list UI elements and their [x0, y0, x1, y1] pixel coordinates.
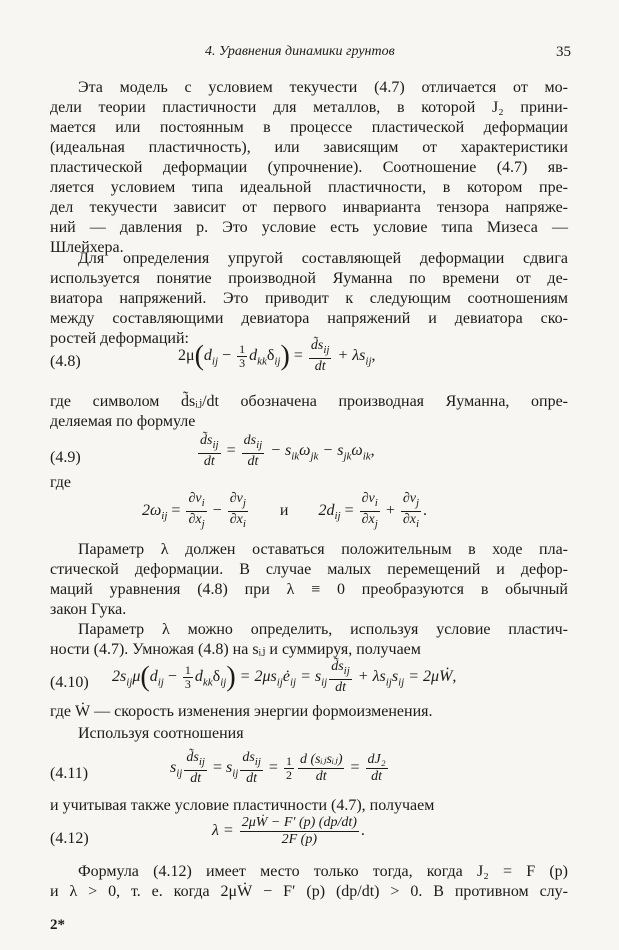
frac-den: $\partial x_j$	[188, 511, 205, 530]
eq-term: 2μ	[178, 347, 195, 365]
frac-num: 1	[184, 662, 191, 677]
fraction-lambda	[240, 815, 359, 848]
text-line: Для определения упругой составляющей деформации сдвига	[78, 250, 568, 267]
frac-num: dJ₂	[367, 751, 386, 767]
eq-sub: ik	[291, 450, 300, 463]
eq-sub: ij	[398, 676, 405, 689]
frac-num: 1	[285, 753, 292, 768]
where-word: где	[50, 474, 72, 491]
eq-op: =	[208, 759, 226, 777]
eq-term: 2d	[318, 501, 335, 519]
eq-sub: kk	[202, 676, 213, 689]
section-title: 4. Уравнения динамики грунтов	[205, 44, 395, 59]
text-line: где Ẇ — скорость изменения энергии формоизменения.	[50, 703, 433, 720]
frac-den: 3	[184, 676, 191, 691]
paragraph-4	[50, 540, 568, 620]
frac-den: 2F (p)	[281, 832, 318, 847]
frac-den: dt	[203, 453, 215, 469]
eq-term: d̃s	[310, 338, 324, 353]
eq-sub: ij	[220, 676, 227, 689]
fraction-half	[284, 755, 294, 782]
text-line: пластической деформации (упрочнение). Соотношение (4.7) яв-	[50, 159, 568, 176]
eq-term: − s	[266, 442, 292, 460]
eq-term: ∂v	[188, 491, 202, 506]
text-line: ростей деформаций:	[50, 330, 189, 347]
frac-num	[309, 338, 332, 359]
frac-den: dt	[315, 768, 327, 784]
frac-num	[329, 659, 352, 680]
frac-den: $\partial x_i$	[402, 511, 420, 530]
equation-label-4-11: (4.11)	[50, 765, 89, 782]
eq-term: = 2μs	[235, 668, 277, 686]
frac-den: dt	[247, 453, 259, 469]
fraction-derivative	[240, 750, 263, 787]
eq-term: ∂v	[402, 491, 416, 506]
equation-4-10	[112, 659, 456, 696]
eq-sub: ik	[362, 450, 371, 463]
eq-op: −	[163, 668, 181, 686]
eq-term: d	[194, 668, 203, 686]
frac-den: 2	[285, 767, 292, 782]
text-line: используется понятие производной Яуманна по времени от де-	[50, 270, 568, 287]
eq-term: ∂x	[361, 511, 375, 527]
text-line: деляемая по формуле	[50, 413, 196, 430]
eq-sub: ij	[334, 510, 341, 523]
frac-num: 1	[239, 341, 246, 356]
paragraph-9	[50, 862, 568, 902]
text-line: ний — давления p. Это условие есть условие типа Мизеса —	[50, 219, 568, 236]
paren: )	[280, 340, 290, 372]
text-line: и учитывая также условие пластичности (4.7), получаем	[50, 797, 435, 814]
eq-op: =	[340, 501, 358, 519]
eq-term: ė	[282, 668, 290, 686]
eq-term: λ =	[212, 822, 238, 840]
eq-sub: jk	[310, 450, 319, 463]
paragraph-1	[50, 78, 568, 258]
fraction-partial	[401, 491, 421, 532]
eq-op: =	[222, 442, 240, 460]
fraction-partial	[186, 491, 206, 532]
frac-num: $\partial v_i$	[186, 491, 206, 512]
frac-num: $\partial v_j$	[401, 491, 421, 512]
frac-den: dt	[246, 770, 258, 786]
eq-sub: ij	[254, 755, 261, 768]
eq-sub: ij	[365, 355, 372, 368]
equation-4-11	[170, 750, 390, 787]
text-line: Формула (4.12) имеет место только тогда, когда J₂ = F (p)	[78, 863, 568, 880]
eq-sub: ij	[289, 676, 297, 689]
eq-term: d	[149, 668, 158, 686]
equation-label-4-12: (4.12)	[50, 830, 89, 847]
fraction-dj2	[366, 752, 388, 785]
fraction-jaumann	[309, 338, 332, 375]
frac-den: dt	[190, 770, 202, 786]
eq-term: − s	[318, 442, 344, 460]
eq-term: = s	[296, 668, 322, 686]
equation-omega-d	[142, 491, 427, 532]
equation-label-4-8: (4.8)	[50, 353, 81, 370]
eq-term: 2s	[112, 668, 127, 686]
eq-op: +	[381, 501, 399, 519]
frac-num	[184, 750, 207, 771]
eq-term: ω	[351, 442, 363, 460]
fraction-partial	[228, 491, 248, 532]
eq-sub: ij	[343, 664, 350, 677]
eq-op: =	[289, 347, 307, 365]
text-line: Используя соотношения	[78, 725, 244, 742]
eq-sub: ij	[274, 355, 281, 368]
eq-term: ds	[242, 750, 255, 765]
frac-den: $\partial x_j$	[361, 511, 378, 530]
eq-sub: ij	[385, 676, 392, 689]
text-line: Шлейхера.	[50, 239, 124, 256]
fraction-derivative	[242, 433, 265, 470]
eq-sub: ij	[323, 343, 330, 356]
eq-sub: ij	[256, 438, 263, 451]
frac-den: $\partial x_i$	[229, 511, 246, 530]
eq-term: δ	[266, 347, 275, 365]
eq-term: ∂v	[361, 491, 375, 506]
eq-op: =	[346, 759, 364, 777]
eq-term: ds	[243, 433, 257, 448]
fraction-jaumann	[198, 433, 221, 470]
eq-sub: ij	[161, 510, 168, 523]
frac-den: dt	[371, 768, 382, 784]
eq-sub: ij	[126, 676, 133, 689]
paragraph-6	[50, 702, 568, 722]
eq-sub: ij	[176, 767, 183, 780]
text-line: мается или постоянным в процессе пластической деформации	[50, 119, 568, 136]
eq-op: =	[264, 759, 282, 777]
text-line: между составляющими девиатора напряжений и девиатора ско-	[50, 310, 568, 327]
frac-num: $\partial v_j$	[228, 491, 248, 512]
eq-punct: .	[360, 822, 365, 840]
text-line: маций уравнения (4.8) при λ ≡ 0 преобразуются в обычный	[50, 581, 568, 598]
frac-num	[198, 433, 221, 454]
paren: )	[226, 661, 236, 693]
eq-op: −	[218, 347, 236, 365]
text-line: и λ > 0, т. е. когда 2μẆ − F′ (p) (dp/dt) > 0. В противном слу-	[50, 883, 568, 900]
eq-term: δ	[212, 668, 221, 686]
paragraph-7	[50, 724, 568, 744]
fraction-partial	[360, 491, 380, 532]
eq-term: + λs	[353, 668, 386, 686]
equation-4-9	[196, 433, 375, 470]
fraction-jaumann	[184, 750, 207, 787]
eq-term: ω	[299, 442, 311, 460]
frac-num	[242, 433, 265, 454]
paren: (	[194, 340, 204, 372]
text-line: ности (4.7). Умножая (4.8) на sᵢⱼ и суммируя, получаем	[50, 641, 421, 658]
eq-term: + λs	[333, 347, 366, 365]
eq-term: μ	[132, 668, 141, 686]
eq-word: и	[279, 501, 289, 519]
text-line: где символом d̃sᵢⱼ/dt обозначена производная Яуманна, опре-	[50, 393, 568, 410]
eq-term: d̃s	[186, 750, 199, 765]
eq-sub: jk	[343, 450, 352, 463]
eq-op: =	[167, 501, 185, 519]
text-line: ляется условием типа идеальной пластичности, в котором пре-	[50, 179, 568, 196]
text-line: Параметр λ должен оставаться положительным в ходе пла-	[78, 541, 568, 558]
eq-sub: ij	[157, 676, 164, 689]
page-number: 35	[556, 44, 571, 60]
eq-term: ∂x	[188, 511, 202, 527]
equation-label-4-10: (4.10)	[50, 674, 89, 691]
eq-punct: .	[423, 501, 428, 519]
paragraph-8	[50, 796, 568, 816]
eq-term: d	[249, 347, 258, 365]
eq-sub: ij	[198, 755, 205, 768]
frac-num: d (sᵢⱼsᵢⱼ)	[299, 751, 343, 767]
text-line: дел текучести зависит от первого инварианта тензора напряже-	[50, 199, 568, 216]
eq-term: s	[225, 759, 233, 777]
text-line: дели теории пластичности для металлов, в которой J₂ прини-	[50, 99, 568, 116]
eq-term: d̃s	[331, 659, 344, 674]
eq-term: ∂x	[229, 511, 243, 527]
text-line: Параметр λ можно определить, используя условие пластич-	[78, 621, 568, 638]
text-line: виатора напряжений. Это приводит к следующим соотношениям	[50, 290, 568, 307]
text-line: стической деформации. В случае малых перемещений и дефор-	[50, 561, 568, 578]
eq-term: s	[170, 759, 177, 777]
eq-sub: ij	[232, 767, 239, 780]
equation-4-12	[212, 815, 365, 848]
eq-term: d̃s	[200, 433, 213, 448]
fraction-one-third	[183, 664, 193, 691]
equation-label-4-9: (4.9)	[50, 449, 81, 466]
eq-sub: ij	[211, 355, 219, 368]
paragraph-2	[50, 249, 568, 349]
frac-num: $\partial v_i$	[360, 491, 380, 512]
frac-num	[240, 750, 263, 771]
eq-sub: ij	[212, 438, 219, 451]
eq-term: s	[391, 668, 399, 686]
eq-term: = 2μẆ,	[404, 668, 457, 686]
fraction-jaumann	[329, 659, 352, 696]
fraction-one-third	[237, 343, 247, 370]
eq-term: d	[203, 347, 212, 365]
eq-term: ∂v	[229, 491, 243, 506]
text-line: закон Гука.	[50, 601, 127, 618]
fraction-square	[298, 752, 345, 785]
eq-punct: ,	[370, 442, 375, 460]
frac-num: 2μẆ − F′ (p) (dp/dt)	[241, 815, 357, 830]
eq-term: 2ω	[142, 501, 162, 519]
eq-sub: kk	[257, 355, 267, 368]
signature-mark: 2*	[50, 917, 65, 933]
frac-den: 3	[239, 355, 246, 370]
paragraph-5	[50, 620, 568, 660]
text-line: (идеальная пластичность), или зависящим от характеристики	[50, 139, 568, 156]
eq-punct: ,	[371, 347, 376, 365]
paragraph-3	[50, 392, 568, 432]
running-header	[0, 44, 619, 64]
eq-term: ∂x	[402, 511, 416, 527]
frac-den: dt	[335, 679, 346, 695]
eq-op: −	[208, 501, 226, 519]
paren: (	[140, 661, 150, 693]
frac-den: dt	[314, 358, 326, 374]
eq-sub: ij	[276, 676, 283, 689]
text-line: Эта модель с условием текучести (4.7) отличается от мо-	[78, 79, 568, 96]
eq-sub: ij	[321, 676, 328, 689]
equation-4-8	[178, 338, 376, 375]
